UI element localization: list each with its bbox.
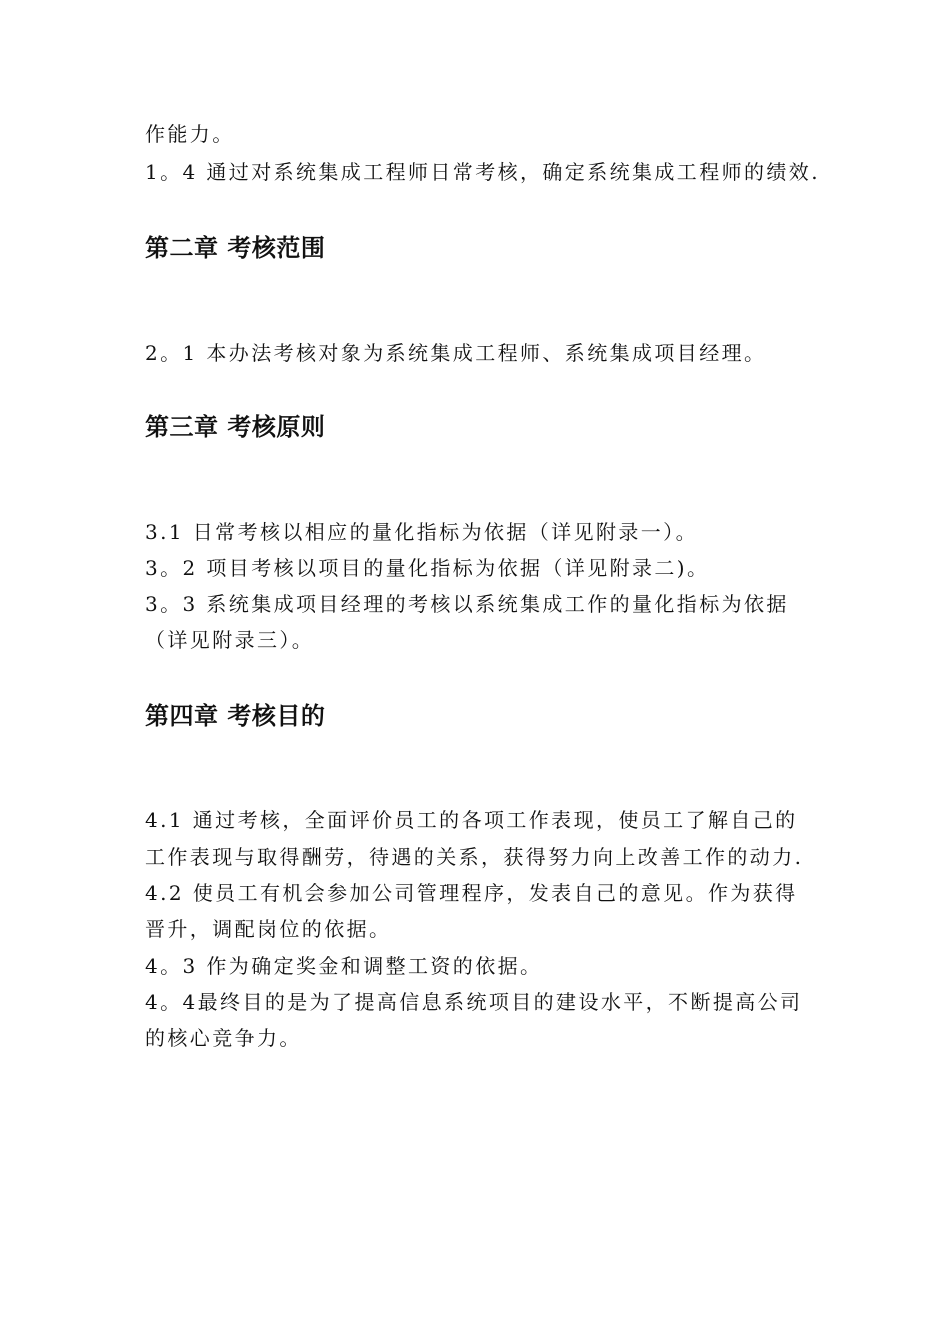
chapter3-clause-3-3-line1: 3。3 系统集成项目经理的考核以系统集成工作的量化指标为依据	[145, 592, 789, 616]
chapter3-clause-3-3-line2: （详见附录三）。	[145, 628, 315, 652]
chapter2-clause-2-1: 2。1 本办法考核对象为系统集成工程师、系统集成项目经理。	[145, 341, 767, 365]
chapter3-clause-3-2: 3。2 项目考核以项目的量化指标为依据（详见附录二)。	[145, 556, 710, 580]
chapter4-clause-4-1-line2: 工作表现与取得酬劳，待遇的关系，获得努力向上改善工作的动力.	[145, 845, 804, 869]
chapter3-clause-3-1: 3.1 日常考核以相应的量化指标为依据（详见附录一）。	[145, 520, 698, 544]
chapter1-clause-1-4: 1。4 通过对系统集成工程师日常考核，确定系统集成工程师的绩效.	[145, 160, 820, 184]
chapter4-heading: 第四章 考核目的	[145, 702, 326, 730]
chapter4-clause-4-4-line2: 的核心竞争力。	[145, 1026, 302, 1050]
chapter4-clause-4-2-line2: 晋升，调配岗位的依据。	[145, 917, 392, 941]
chapter4-clause-4-1-line1: 4.1 通过考核，全面评价员工的各项工作表现，使员工了解自己的	[145, 808, 798, 832]
chapter4-clause-4-3: 4。3 作为确定奖金和调整工资的依据。	[145, 954, 543, 978]
chapter1-text-line: 作能力。	[145, 122, 235, 146]
chapter3-heading: 第三章 考核原则	[145, 413, 326, 441]
chapter4-clause-4-2-line1: 4.2 使员工有机会参加公司管理程序，发表自己的意见。作为获得	[145, 881, 798, 905]
chapter4-clause-4-4-line1: 4。4最终目的是为了提高信息系统项目的建设水平，不断提高公司	[145, 990, 803, 1014]
chapter2-heading: 第二章 考核范围	[145, 234, 326, 262]
